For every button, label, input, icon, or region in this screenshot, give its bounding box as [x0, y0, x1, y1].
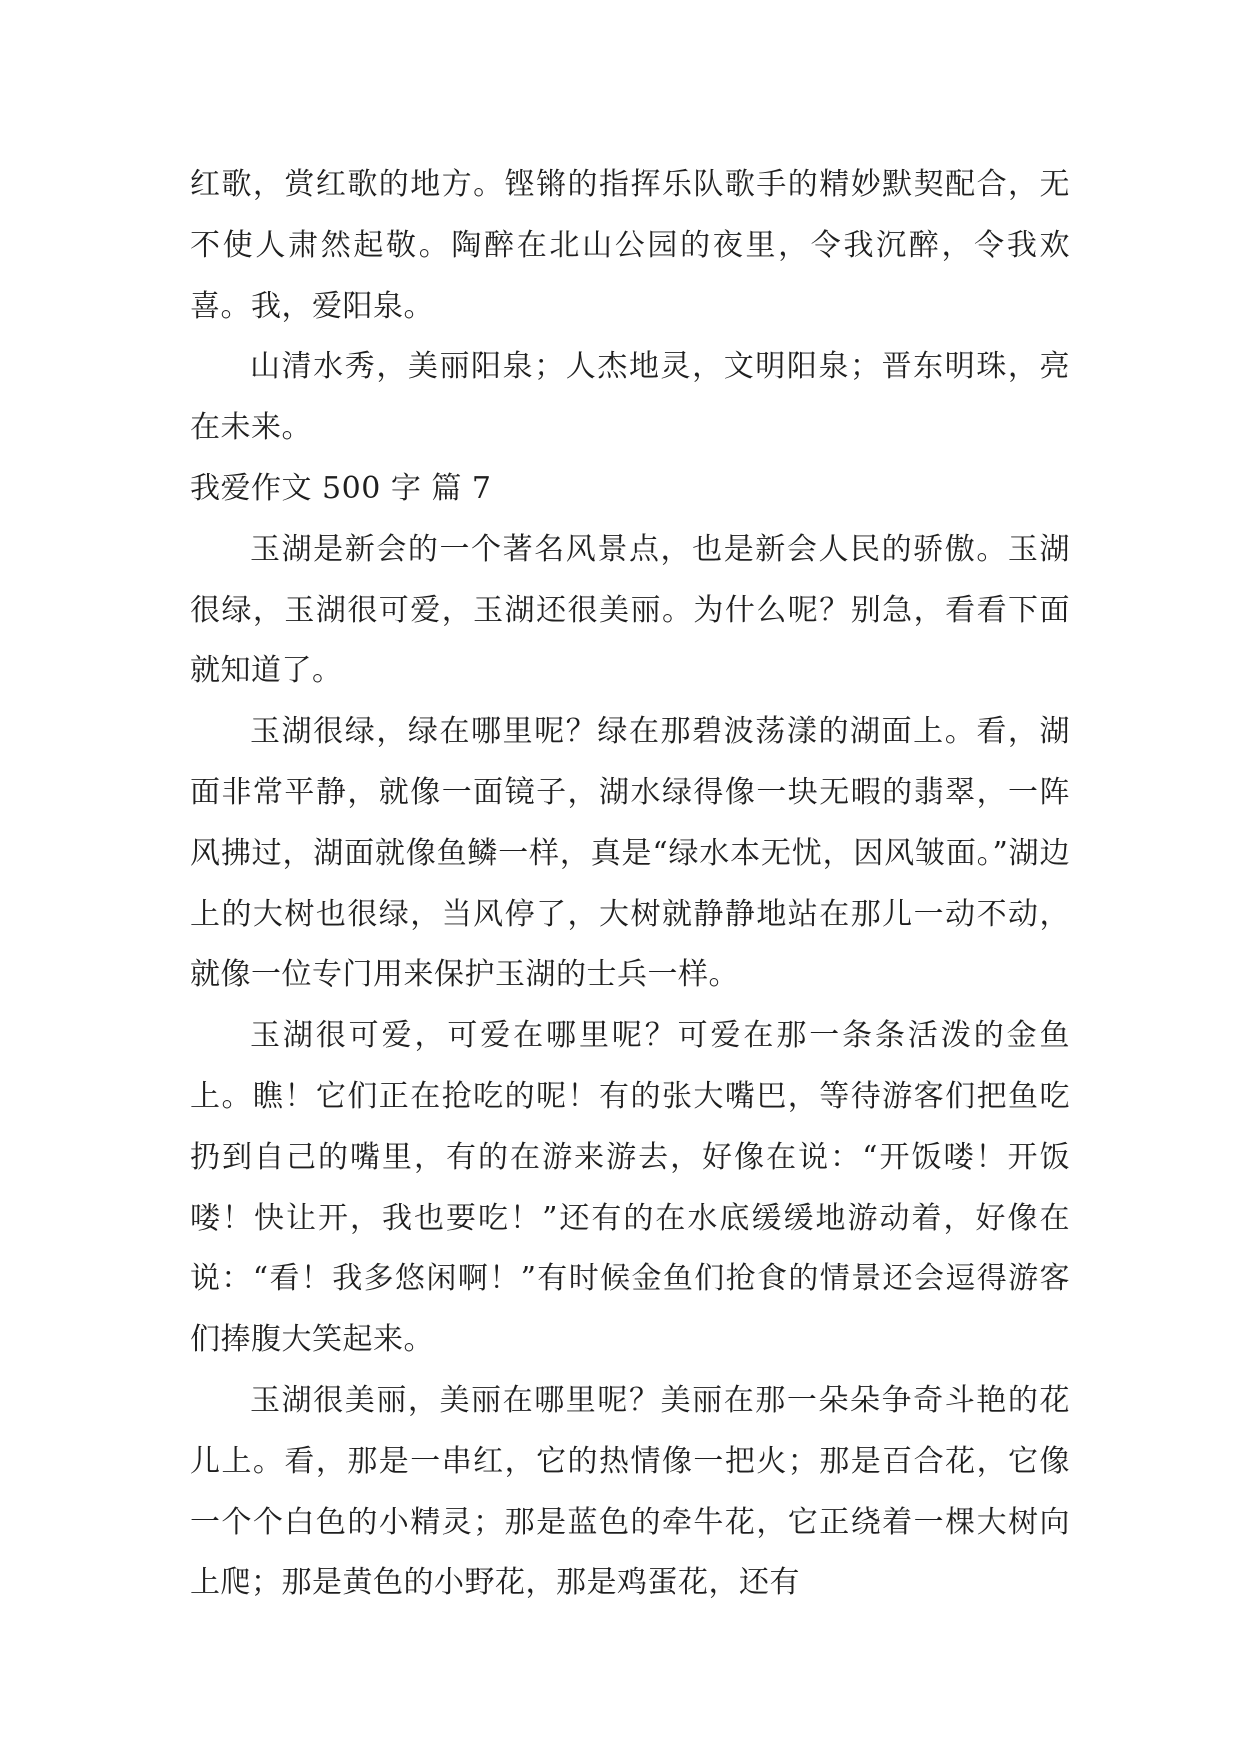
paragraph-beautiful: 玉湖很美丽，美丽在哪里呢？美丽在那一朵朵争奇斗艳的花儿上。看，那是一串红，它的热情像一把火；那是百合花，它像一个个白色的小精灵；那是蓝色的牵牛花，它正绕着一棵大树向上爬；那是黄色的小野花，那是鸡蛋花，还有 — [190, 1382, 1070, 1601]
article-body — [190, 155, 1070, 1614]
paragraph-green: 玉湖很绿，绿在哪里呢？绿在那碧波荡漾的湖面上。看，湖面非常平静，就像一面镜子，湖水绿得像一块无暇的翡翠，一阵风拂过，湖面就像鱼鳞一样，真是“绿水本无忧，因风皱面。”湖边上的大树也很绿，当风停了，大树就静静地站在那儿一动不动，就像一位专门用来保护玉湖的士兵一样。 — [190, 714, 1070, 993]
paragraph-closing: 山清水秀，美丽阳泉；人杰地灵，文明阳泉；晋东明珠，亮在未来。 — [190, 349, 1070, 446]
paragraph-lovely: 玉湖很可爱，可爱在哪里呢？可爱在那一条条活泼的金鱼上。瞧！它们正在抢吃的呢！有的张大嘴巴，等待游客们把鱼吃扔到自己的嘴里，有的在游来游去，好像在说：“开饭喽！开饭喽！快让开，我也要吃！”还有的在水底缓缓地游动着，好像在说：“看！我多悠闲啊！”有时候金鱼们抢食的情景还会逗得游客们捧腹大笑起来。 — [190, 1018, 1070, 1358]
section-heading: 我爱作文 500 字 篇 7 — [190, 470, 492, 506]
paragraph-continuation: 红歌，赏红歌的地方。铿锵的指挥乐队歌手的精妙默契配合，无不使人肃然起敬。陶醉在北山公园的夜里，令我沉醉，令我欢喜。我，爱阳泉。 — [190, 167, 1070, 324]
paragraph-intro: 玉湖是新会的一个著名风景点，也是新会人民的骄傲。玉湖很绿，玉湖很可爱，玉湖还很美丽。为什么呢？别急，看看下面就知道了。 — [190, 531, 1070, 689]
